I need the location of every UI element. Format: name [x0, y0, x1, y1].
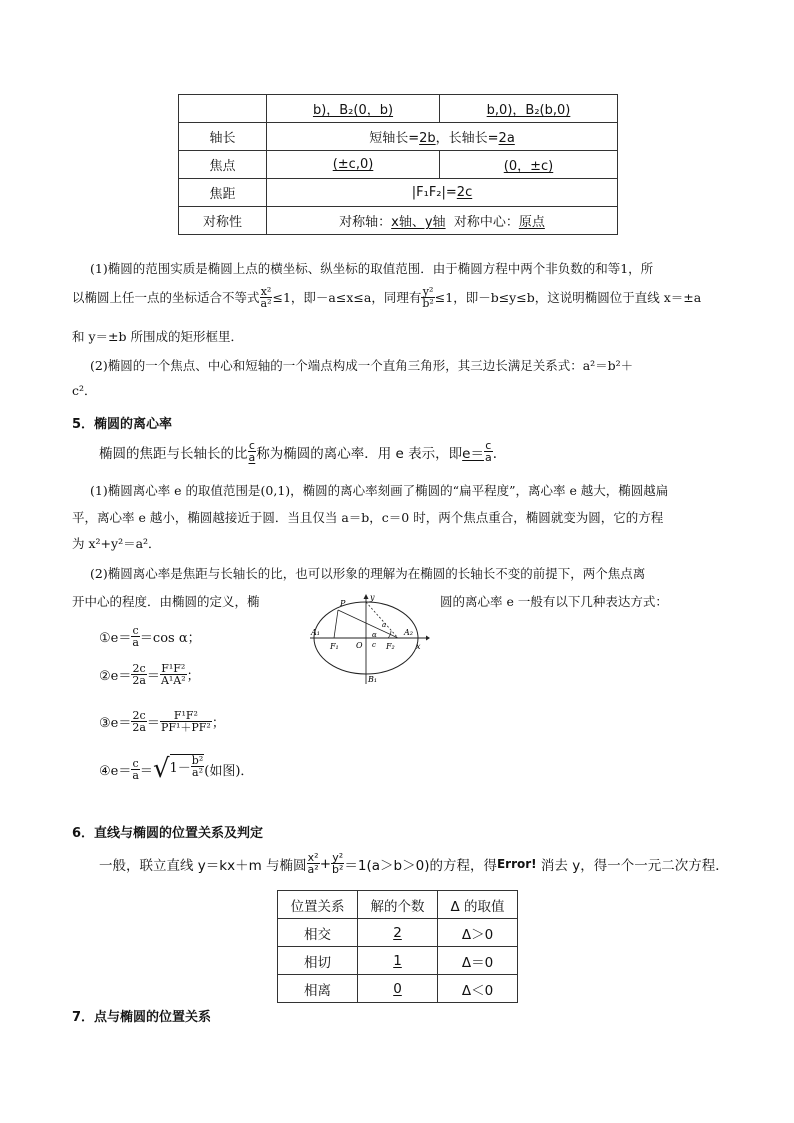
fraction	[131, 710, 147, 733]
column-header: 位置关系	[278, 891, 358, 919]
denominator: PF¹＋PF²	[160, 721, 211, 734]
table-row	[278, 975, 518, 1003]
cell-text: ，长轴长=	[435, 131, 499, 146]
table-header-row	[278, 891, 518, 919]
text: 称为椭圆的离心率．用 e 表示，即	[256, 445, 463, 462]
note-line: (1)椭圆离心率 e 的取值范围是(0,1)，椭圆的离心率刻画了椭圆的“扁平程度”，离心率 e 越大，椭圆越扁	[90, 483, 669, 498]
denominator: b²	[422, 297, 434, 310]
note-line: (2)椭圆的一个焦点、中心和短轴的一个端点构成一个直角三角形，其三边长满足关系式：a²＝b²＋	[90, 358, 634, 373]
fraction	[131, 663, 147, 686]
denominator: a	[484, 451, 492, 464]
numerator: c	[485, 439, 492, 452]
fraction	[260, 286, 273, 309]
underlined-answer: 原点	[518, 215, 545, 230]
table-cell	[267, 95, 440, 123]
table-cell: 相离	[278, 975, 358, 1003]
section6-line	[99, 852, 729, 875]
definition-line	[99, 440, 506, 463]
denominator: 2a	[132, 721, 146, 734]
label-p: P	[340, 599, 346, 608]
column-header: Δ 的取值	[438, 891, 518, 919]
note-line: 和 y＝±b 所围成的矩形框里．	[72, 329, 243, 344]
table-row	[278, 947, 518, 975]
x-axis-arrow	[426, 636, 430, 641]
table-row	[179, 151, 618, 179]
cell-text: b)，B₂(0，b)	[312, 103, 394, 118]
note-line: 圆的离心率 e 一般有以下几种表达方式：	[440, 594, 668, 609]
label-x: x	[416, 642, 421, 651]
formula-label: ②e＝	[99, 669, 132, 684]
numerator: 2c	[132, 662, 146, 675]
table-cell	[358, 919, 438, 947]
text: 消去 y，得一个一元二次方程．	[536, 857, 729, 874]
text: ＝1(a＞b＞0)的方程，得	[344, 857, 497, 874]
numerator: c	[248, 439, 255, 452]
table-cell	[358, 947, 438, 975]
ellipse-properties-table	[178, 94, 618, 235]
position-relation-table	[277, 890, 518, 1003]
numerator: x²	[260, 285, 272, 298]
underlined-answer: (0，±c)	[503, 159, 554, 174]
numerator: F¹F²	[173, 709, 198, 722]
text: ；	[211, 716, 225, 731]
label-f2: F₂	[386, 642, 395, 651]
label-a: a	[382, 621, 387, 629]
formula-label: ①e＝	[99, 631, 132, 646]
fraction	[131, 758, 140, 781]
text: 一般，联立直线 y＝kx＋m 与椭圆	[99, 857, 307, 874]
text: ＝cos α；	[139, 631, 201, 646]
note-line: c²．	[72, 383, 97, 398]
cell-text: 对称轴：	[339, 215, 392, 230]
text: ＝	[146, 669, 160, 684]
text: ≤1，即－b≤y≤b，这说明椭圆位于直线 x＝±a	[434, 289, 702, 305]
underlined-answer: 1	[393, 952, 402, 969]
table-cell	[179, 95, 267, 123]
sqrt-symbol: √	[152, 754, 170, 784]
table-cell	[267, 123, 618, 151]
table-cell: 相切	[278, 947, 358, 975]
table-cell	[440, 95, 618, 123]
fraction	[484, 440, 493, 463]
numerator: y²	[422, 285, 434, 298]
text: +	[319, 855, 331, 872]
underlined-answer: x轴、y轴	[391, 215, 446, 230]
table-cell	[267, 179, 618, 207]
underlined-answer: e＝	[462, 445, 484, 462]
numerator: 2c	[132, 709, 146, 722]
formula-label: ③e＝	[99, 716, 132, 731]
fraction	[331, 852, 344, 875]
cell-text: b,0)，B₂(b,0)	[486, 103, 571, 118]
denominator: a²	[192, 766, 203, 779]
note-line: 为 x²+y²＝a²．	[72, 536, 161, 551]
section-title: 7．点与椭圆的位置关系	[72, 1010, 212, 1025]
table-cell: Δ＝0	[438, 947, 518, 975]
formula-label: ④e＝	[99, 763, 132, 779]
fraction	[160, 663, 187, 686]
error-marker: Error!	[496, 856, 537, 871]
fraction	[248, 440, 257, 463]
denominator: b²	[332, 863, 344, 876]
row-label: 对称性	[179, 207, 267, 235]
table-row	[278, 919, 518, 947]
underlined-answer: 2b	[419, 131, 436, 146]
formula-3	[99, 710, 225, 733]
table-row	[179, 123, 618, 151]
formula-4	[99, 756, 253, 782]
fraction	[421, 286, 434, 309]
fraction	[307, 852, 320, 875]
text: 1－	[169, 761, 191, 776]
sqrt-body	[170, 754, 205, 778]
y-axis-arrow	[364, 594, 369, 599]
label-alpha: α	[372, 631, 377, 639]
text: ；	[186, 669, 200, 684]
label-b1: B₁	[368, 675, 378, 684]
formula-2	[99, 663, 200, 686]
table-cell: Δ＞0	[438, 919, 518, 947]
ellipse-figure	[306, 590, 430, 690]
text: 以椭圆上任一点的坐标适合不等式	[72, 289, 260, 305]
section-title: 5．椭圆的离心率	[72, 417, 173, 432]
denominator: a²	[307, 863, 319, 876]
row-label: 焦距	[179, 179, 267, 207]
table-row	[179, 95, 618, 123]
text: ≤1，即－a≤x≤a，同理有	[272, 289, 422, 305]
table-cell	[440, 151, 618, 179]
table-row	[179, 179, 618, 207]
text: (如图)．	[204, 763, 254, 779]
fraction	[191, 755, 204, 778]
denominator: a²	[260, 297, 272, 310]
text: 椭圆的焦距与长轴长的比	[99, 445, 248, 462]
fraction	[131, 625, 140, 648]
underlined-answer: 2	[393, 924, 402, 941]
cell-text: |F₁F₂|=	[411, 185, 457, 200]
numerator: y²	[332, 851, 344, 864]
underlined-answer: 2a	[498, 131, 515, 146]
label-c: c	[372, 641, 376, 649]
note-line: (1)椭圆的范围实质是椭圆上点的横坐标、纵坐标的取值范围．由于椭圆方程中两个非负数的和等1，所	[90, 261, 654, 276]
cell-text: 短轴长=	[369, 131, 420, 146]
note-line	[72, 286, 701, 309]
table-row	[179, 207, 618, 235]
table-cell	[267, 151, 440, 179]
column-header: 解的个数	[358, 891, 438, 919]
cell-text: 对称中心：	[445, 215, 519, 230]
table-cell: 相交	[278, 919, 358, 947]
section-title: 6．直线与椭圆的位置关系及判定	[72, 826, 264, 841]
numerator: c	[132, 624, 139, 637]
segment-pf1	[334, 610, 338, 638]
note-line: 开中心的程度．由椭圆的定义，椭	[72, 594, 260, 609]
label-y: y	[370, 593, 375, 602]
denominator: a	[132, 636, 139, 649]
note-line: 平，离心率 e 越小，椭圆越接近于圆．当且仅当 a＝b，c＝0 时，两个焦点重合，椭圆就变为圆，它的方程	[72, 510, 664, 525]
underlined-answer: 0	[393, 980, 402, 997]
table-cell: Δ＜0	[438, 975, 518, 1003]
label-a2: A₂	[404, 628, 413, 637]
text: ＝	[139, 763, 153, 779]
segment-pf2	[338, 610, 398, 638]
table-cell	[267, 207, 618, 235]
numerator: c	[132, 756, 139, 770]
underlined-answer: 2c	[456, 185, 473, 200]
note-line: (2)椭圆离心率是焦距与长轴长的比，也可以形象的理解为在椭圆的长轴长不变的前提下，两个焦点离	[90, 566, 646, 581]
underlined-answer: (±c,0)	[332, 157, 374, 172]
text: ．	[492, 445, 507, 462]
row-label: 轴长	[179, 123, 267, 151]
denominator: 2a	[132, 674, 146, 687]
angle-arc	[388, 631, 391, 638]
fraction	[160, 710, 212, 733]
denominator: a	[248, 451, 256, 464]
label-o: O	[356, 641, 363, 650]
label-a1: A₁	[311, 628, 320, 637]
numerator: F¹F²	[161, 662, 186, 675]
text: ＝	[146, 716, 160, 731]
table-cell	[358, 975, 438, 1003]
numerator: b²	[191, 754, 204, 767]
numerator: x²	[307, 851, 319, 864]
label-f1: F₁	[330, 642, 339, 651]
row-label: 焦点	[179, 151, 267, 179]
denominator: a	[132, 768, 139, 782]
formula-1	[99, 625, 201, 648]
denominator: A¹A²	[160, 674, 186, 687]
